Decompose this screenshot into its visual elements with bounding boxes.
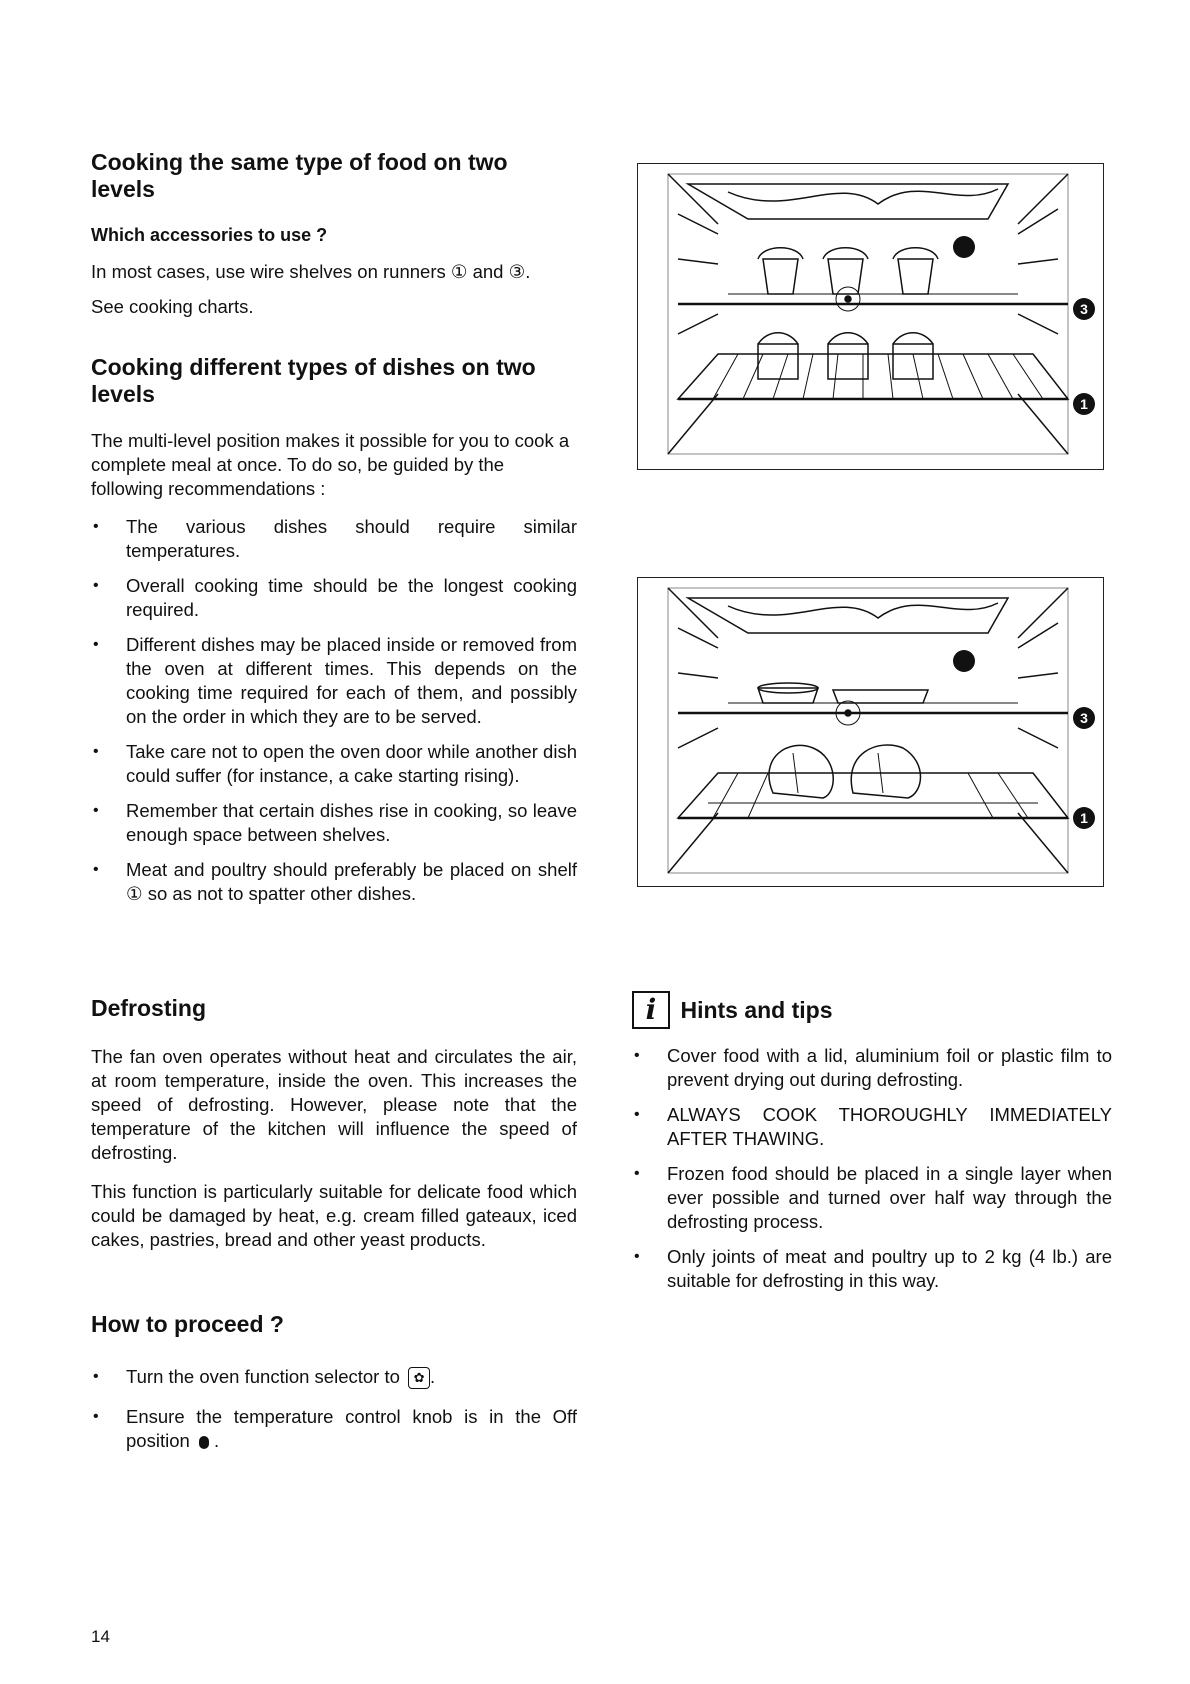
section2-intro: The multi-level position makes it possible for you to cook a complete meal at once. To do so, be guided by the following recommendations : [91, 430, 570, 499]
list-item: • Cover food with a lid, aluminium foil or plastic film to prevent drying out during defrosting. [632, 1044, 1112, 1092]
list-item: • Take care not to open the oven door while another dish could suffer (for instance, a cake starting rising). [91, 740, 577, 788]
list-item: • Only joints of meat and poultry up to 2 kg (4 lb.) are suitable for defrosting in this way. [632, 1245, 1112, 1293]
info-icon: i [632, 991, 670, 1029]
list-item: • Overall cooking time should be the longest cooking required. [91, 574, 577, 622]
defrosting-p1: The fan oven operates without heat and circulates the air, at room temperature, inside the oven. This increases the speed of defrosting. However, please note that the temperature of the kitchen will influence the speed of defrosting. [91, 1046, 577, 1163]
runner-label-3 [1073, 707, 1095, 729]
list-item: • The various dishes should require similar temperatures. [91, 515, 577, 563]
oven-illustration-poultry [638, 578, 1103, 886]
runner-label-1 [1073, 393, 1095, 415]
label-upper: 3 [1080, 710, 1088, 726]
off-position-icon [199, 1436, 209, 1449]
proceed-b2-end: . [214, 1430, 220, 1452]
proceed-bullets [91, 1365, 577, 1464]
runner-label-1 [1073, 807, 1095, 829]
fan-icon: ✿ [408, 1367, 430, 1389]
list-item: • Meat and poultry should preferably be placed on shelf ① so as not to spatter other dishes. [91, 858, 577, 906]
section2-bullets [91, 515, 577, 917]
runner-label-3 [1073, 298, 1095, 320]
proceed-title: How to proceed ? [91, 1311, 284, 1337]
label-lower: 1 [1080, 810, 1088, 826]
section2-title: Cooking different types of dishes on two levels [91, 354, 536, 407]
section1-title: Cooking the same type of food on two levels [91, 149, 508, 202]
list-item: • ALWAYS COOK THOROUGHLY IMMEDIATELY AFTER THAWING. [632, 1103, 1112, 1151]
list-item: • Frozen food should be placed in a single layer when ever possible and turned over half way through the defrosting process. [632, 1162, 1112, 1234]
defrosting-title: Defrosting [91, 995, 206, 1021]
oven-figure-bottom [637, 577, 1104, 887]
list-item [91, 1405, 577, 1453]
list-item: • Remember that certain dishes rise in cooking, so leave enough space between shelves. [91, 799, 577, 847]
section1-p1: In most cases, use wire shelves on runners ① and ③. [91, 261, 531, 282]
section1-subtitle: Which accessories to use ? [91, 225, 328, 245]
list-item [91, 1365, 577, 1389]
proceed-b1-end: . [430, 1366, 436, 1387]
hints-header [632, 991, 833, 1029]
proceed-b1-text: Turn the oven function selector to [126, 1366, 400, 1387]
proceed-b2-text: Ensure the temperature control knob is in the Off position [126, 1406, 577, 1452]
label-upper: 3 [1080, 301, 1088, 317]
defrosting-p2: This function is particularly suitable for delicate food which could be damaged by heat, e.g. cream filled gateaux, iced cakes, pastries, bread and other yeast products. [91, 1181, 577, 1250]
hints-bullets [632, 1044, 1112, 1304]
hints-title: Hints and tips [680, 996, 833, 1023]
oven-figure-top [637, 163, 1104, 470]
section1-p2: See cooking charts. [91, 296, 254, 317]
oven-illustration-cakes [638, 164, 1103, 469]
page-number: 14 [91, 1627, 110, 1646]
label-lower: 1 [1080, 396, 1088, 412]
list-item: • Different dishes may be placed inside or removed from the oven at different times. This depends on the cooking time required for each of them, and possibly on the order in which they are to be served. [91, 633, 577, 729]
